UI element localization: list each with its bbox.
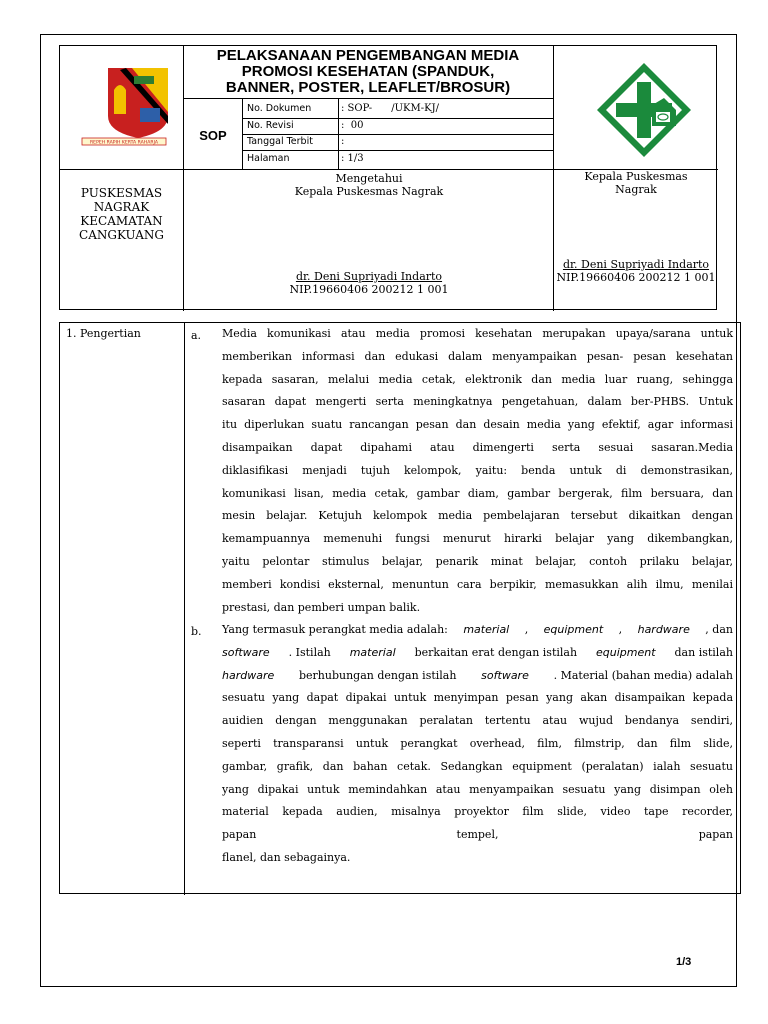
item-marker: b. — [191, 625, 202, 638]
meta-row — [243, 99, 554, 117]
text-line: hardware berhubungan dengan istilah software . Material (bahan media) adalah — [222, 668, 733, 682]
item-marker: a. — [191, 329, 202, 342]
meta-value: : 1/3 — [341, 153, 364, 164]
meta-row — [243, 134, 554, 150]
signature-left-name: dr. Deni Supriyadi Indarto NIP.19660406 200212 1 001 — [289, 270, 449, 296]
org-name: PUSKESMAS NAGRAK KECAMATAN CANGKUANG — [79, 186, 164, 242]
meta-table — [243, 99, 554, 169]
regency-logo — [74, 62, 174, 152]
text-line: Yang termasuk perangkat media adalah: material , equipment , hardware , dan — [222, 623, 733, 636]
sop-label: SOP — [199, 128, 227, 143]
meta-label: Halaman — [247, 153, 290, 164]
signature-right-name: dr. Deni Supriyadi Indarto NIP.19660406 200212 1 001 — [556, 258, 716, 284]
section-label: 1. Pengertian — [66, 327, 141, 340]
text-line: software . Istilah material berkaitan erat dengan istilah equipment dan istilah — [222, 645, 733, 659]
signature-right: Kepala Puskesmas Nagrak — [584, 170, 688, 196]
content-table — [59, 322, 741, 894]
item-b-text: Yang termasuk perangkat media adalah: material , equipment , hardware , dan software . Istilah material berkaitan erat dengan istilah equipment dan istilah hardware berhubungan dengan istilah software . Material (bahan media) adalah sesuatu yang dapat dipakai untuk menyimpan pesan yang akan disampaikan kepada auidien dengan menggunakan peralatan tertentu atau wujud bendanya sendiri, seperti transparansi untuk perangkat overhead, film, filmstrip, dan film slide, gambar, grafik, dan bahan cetak. Sedangkan equipment (peralatan) ialah sesuatu yang dipakai untuk memindahkan atau menyampaikan sesuatu yang disimpan oleh material kepada audien, misalnya proyektor film slide, video tape recorder, papan tempel, papan flanel, dan sebagainya. — [222, 619, 733, 870]
meta-label: No. Revisi — [247, 120, 294, 131]
divider — [338, 99, 339, 169]
divider — [184, 323, 185, 895]
svg-text:REPEH RAPIH KERTA RAHARJA: REPEH RAPIH KERTA RAHARJA — [89, 140, 159, 146]
header-table — [59, 45, 717, 310]
signature-left: Mengetahui Kepala Puskesmas Nagrak — [294, 172, 444, 198]
page-number: 1/3 — [676, 956, 692, 968]
meta-label: Tanggal Terbit — [247, 136, 313, 147]
document-title: PELAKSANAAN PENGEMBANGAN MEDIA PROMOSI KESEHATAN (SPANDUK, BANNER, POSTER, LEAFLET/BROSUR) — [216, 47, 520, 96]
meta-value: : 00 — [341, 120, 364, 131]
meta-row — [243, 118, 554, 134]
meta-value: : — [341, 136, 345, 147]
meta-value: : SOP- /UKM-KJ/ — [341, 103, 439, 114]
meta-row — [243, 150, 554, 168]
item-a-text: Media komunikasi atau media promosi kesehatan merupakan upaya/sarana untuk memberikan informasi dan edukasi dalam menyampaikan pesan- pesan kesehatan kepada sasaran, melalui media cetak, elektronik dan media luar ruang, sehingga sasaran dapat mengerti serta meningkatnya pengetahuan, dalam ber-PHBS. Untuk itu diperlukan suatu rancangan pesan dan desain media yang efektif, agar informasi disampaikan dapat dipahami atau dimengerti serta sesuai sasaran.Media diklasifikasi menjadi tujuh kelompok, yaitu: benda untuk di demonstrasikan, komunikasi lisan, media cetak, gambar diam, gambar bergerak, film bersuara, dan mesin belajar. Ketujuh kelompok media pembelajaran tersebut dikaitkan dengan kemampuannya memenuhi fungsi menurut hirarki belajar yang dikembangkan, yaitu pelontar stimulus belajar, penarik minat belajar, contoh prilaku belajar, memberi kondisi eksternal, menuntun cara berpikir, memasukkan alih ilmu, menilai prestasi, dan pemberi umpan balik. — [222, 327, 733, 614]
puskesmas-logo — [594, 60, 694, 160]
meta-label: No. Dokumen — [247, 103, 312, 114]
